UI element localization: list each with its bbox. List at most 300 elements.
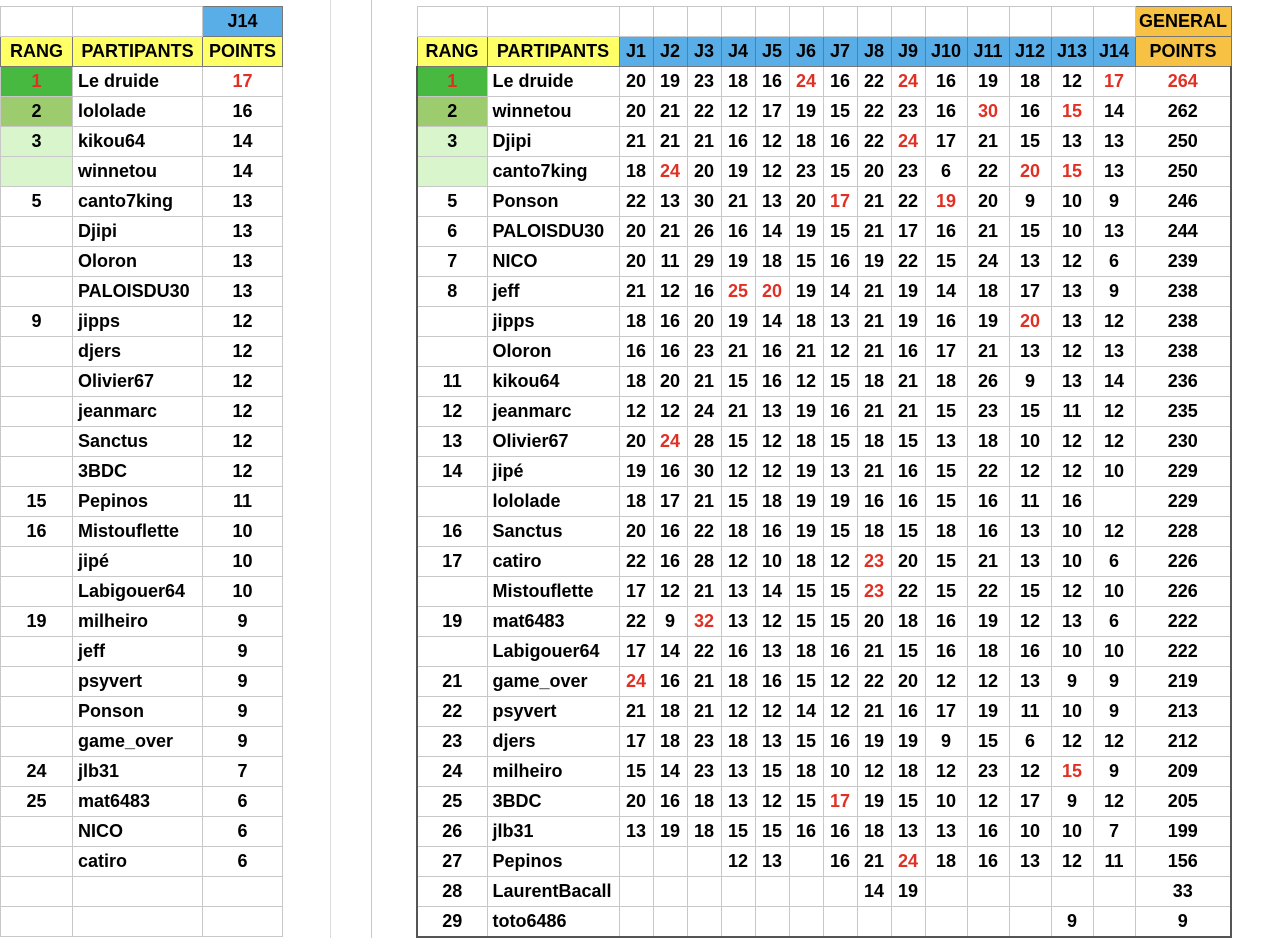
round-header: J6: [789, 37, 823, 67]
round-score-cell: 12: [755, 787, 789, 817]
round-score-cell: 12: [967, 787, 1009, 817]
round-score-cell: 23: [857, 577, 891, 607]
blank-cell: [73, 877, 203, 907]
table-row: [417, 727, 1231, 757]
total-points-cell: 222: [1135, 637, 1231, 667]
round-score-cell: 16: [755, 517, 789, 547]
round-score-cell: 22: [687, 637, 721, 667]
total-points-cell: 9: [1135, 907, 1231, 938]
round-score-cell: 17: [1009, 277, 1051, 307]
total-points-cell: 209: [1135, 757, 1231, 787]
round-score-cell: 13: [1009, 337, 1051, 367]
table-row: [417, 67, 1231, 97]
round-score-cell: 22: [619, 187, 653, 217]
round-score-cell: 12: [1051, 67, 1093, 97]
round-score-cell: 16: [925, 97, 967, 127]
round-score-cell: 12: [789, 367, 823, 397]
round-score-cell: 22: [619, 607, 653, 637]
round-score-cell: 23: [687, 67, 721, 97]
round-ranking-table: [0, 6, 283, 937]
rank-cell: 1: [417, 67, 487, 97]
round-score-cell: 18: [789, 637, 823, 667]
points-cell: 14: [203, 157, 283, 187]
table-row: [417, 427, 1231, 457]
empty-row: [1, 907, 283, 937]
general-label-row: [417, 7, 1231, 37]
table-row: [1, 517, 283, 547]
round-score-cell: 13: [1051, 127, 1093, 157]
round-score-cell: 14: [823, 277, 857, 307]
round-score-cell: 16: [823, 637, 857, 667]
round-score-cell: [619, 847, 653, 877]
round-score-cell: 19: [857, 247, 891, 277]
blank-cell: [1, 7, 73, 37]
round-score-cell: [789, 907, 823, 938]
table-row: [1, 157, 283, 187]
rank-cell: 16: [417, 517, 487, 547]
round-header: J10: [925, 37, 967, 67]
round-score-cell: 9: [1051, 667, 1093, 697]
round-header: J5: [755, 37, 789, 67]
round-score-cell: 21: [857, 847, 891, 877]
round-score-cell: 10: [1093, 577, 1135, 607]
participant-name: Sanctus: [487, 517, 619, 547]
blank-cell: [73, 907, 203, 937]
round-score-cell: 18: [619, 487, 653, 517]
round-score-cell: 22: [619, 547, 653, 577]
total-points-cell: 250: [1135, 127, 1231, 157]
round-score-cell: 19: [721, 307, 755, 337]
total-points-cell: 213: [1135, 697, 1231, 727]
participant-name: NICO: [487, 247, 619, 277]
round-score-cell: 12: [1051, 427, 1093, 457]
round-score-cell: 15: [823, 577, 857, 607]
round-score-cell: 12: [823, 547, 857, 577]
round-score-cell: 10: [1051, 517, 1093, 547]
participant-name: game_over: [487, 667, 619, 697]
round-score-cell: 16: [1051, 487, 1093, 517]
points-cell: 9: [203, 727, 283, 757]
round-score-cell: 15: [967, 727, 1009, 757]
round-score-cell: 18: [721, 667, 755, 697]
round-score-cell: [755, 877, 789, 907]
table-row: [417, 547, 1231, 577]
round-score-cell: [653, 877, 687, 907]
round-score-cell: 19: [789, 217, 823, 247]
participant-name: Le druide: [73, 67, 203, 97]
round-score-cell: 11: [1093, 847, 1135, 877]
round-score-cell: 21: [967, 337, 1009, 367]
round-score-cell: 18: [619, 307, 653, 337]
table-row: [417, 607, 1231, 637]
round-score-cell: 19: [857, 787, 891, 817]
round-score-cell: 23: [891, 157, 925, 187]
round-score-cell: 19: [925, 187, 967, 217]
round-score-cell: 19: [653, 817, 687, 847]
round-score-cell: 18: [925, 367, 967, 397]
participant-name: 3BDC: [73, 457, 203, 487]
round-score-cell: 19: [721, 157, 755, 187]
table-row: [1, 577, 283, 607]
participant-name: game_over: [73, 727, 203, 757]
total-points-cell: 250: [1135, 157, 1231, 187]
round-score-cell: 22: [891, 247, 925, 277]
empty-row: [1, 877, 283, 907]
round-score-cell: 18: [1009, 67, 1051, 97]
round-score-cell: 15: [823, 517, 857, 547]
column-header: RANG: [417, 37, 487, 67]
round-score-cell: [687, 847, 721, 877]
round-score-cell: 12: [1093, 307, 1135, 337]
participant-name: jipps: [487, 307, 619, 337]
participant-name: Olivier67: [73, 367, 203, 397]
round-score-cell: 13: [721, 577, 755, 607]
table-row: [1, 127, 283, 157]
round-score-cell: 14: [755, 577, 789, 607]
table-row: [417, 577, 1231, 607]
participant-name: Mistouflette: [73, 517, 203, 547]
round-score-cell: 15: [1051, 757, 1093, 787]
round-score-cell: 12: [755, 157, 789, 187]
round-score-cell: 18: [857, 367, 891, 397]
round-score-cell: 24: [891, 127, 925, 157]
round-score-cell: 10: [823, 757, 857, 787]
points-cell: 10: [203, 577, 283, 607]
round-score-cell: 12: [755, 607, 789, 637]
round-header: J8: [857, 37, 891, 67]
rank-cell: [1, 157, 73, 187]
table-row: [1, 217, 283, 247]
round-score-cell: 16: [721, 637, 755, 667]
round-score-cell: 19: [891, 277, 925, 307]
round-score-cell: 12: [857, 757, 891, 787]
round-score-cell: 13: [1051, 307, 1093, 337]
rank-cell: [1, 727, 73, 757]
round-score-cell: 19: [789, 277, 823, 307]
round-score-cell: [1093, 487, 1135, 517]
total-points-cell: 236: [1135, 367, 1231, 397]
points-cell: 14: [203, 127, 283, 157]
round-score-cell: 16: [967, 487, 1009, 517]
round-score-cell: 16: [653, 547, 687, 577]
round-score-cell: 25: [721, 277, 755, 307]
participant-name: Labigouer64: [487, 637, 619, 667]
total-points-cell: 156: [1135, 847, 1231, 877]
round-score-cell: 18: [619, 157, 653, 187]
table-row: [417, 397, 1231, 427]
rank-cell: 9: [1, 307, 73, 337]
round-score-cell: 15: [823, 97, 857, 127]
table-row: [1, 67, 283, 97]
rank-cell: [1, 847, 73, 877]
rank-cell: [1, 817, 73, 847]
round-score-cell: 16: [823, 847, 857, 877]
round-score-cell: 17: [925, 127, 967, 157]
round-score-cell: 21: [721, 337, 755, 367]
round-score-cell: 19: [789, 97, 823, 127]
round-score-cell: 23: [687, 757, 721, 787]
round-score-cell: [653, 907, 687, 938]
table-row: [1, 487, 283, 517]
round-score-cell: [967, 907, 1009, 938]
points-cell: 12: [203, 337, 283, 367]
round-score-cell: 13: [823, 307, 857, 337]
round-score-cell: 18: [619, 367, 653, 397]
participant-name: mat6483: [73, 787, 203, 817]
table-row: [417, 667, 1231, 697]
participant-name: psyvert: [73, 667, 203, 697]
round-score-cell: 18: [857, 517, 891, 547]
round-score-cell: 11: [1051, 397, 1093, 427]
round-score-cell: 15: [1009, 397, 1051, 427]
round-score-cell: 18: [857, 817, 891, 847]
round-score-cell: 13: [891, 817, 925, 847]
round-score-cell: 22: [857, 127, 891, 157]
rank-cell: [1, 247, 73, 277]
round-score-cell: 21: [721, 187, 755, 217]
round-score-cell: 16: [721, 127, 755, 157]
total-points-cell: 212: [1135, 727, 1231, 757]
round-score-cell: 23: [967, 397, 1009, 427]
table-row: [417, 487, 1231, 517]
round-score-cell: 13: [1009, 667, 1051, 697]
points-cell: 11: [203, 487, 283, 517]
round-score-cell: [687, 907, 721, 938]
rank-cell: [417, 157, 487, 187]
round-score-cell: 16: [653, 517, 687, 547]
round-score-cell: 15: [925, 547, 967, 577]
round-score-cell: 24: [653, 157, 687, 187]
participant-name: Ponson: [73, 697, 203, 727]
round-score-cell: 16: [823, 67, 857, 97]
round-score-cell: 13: [721, 607, 755, 637]
total-points-cell: 205: [1135, 787, 1231, 817]
round-score-cell: 17: [619, 577, 653, 607]
participant-name: Djipi: [487, 127, 619, 157]
table-row: [417, 877, 1231, 907]
round-score-cell: 16: [891, 697, 925, 727]
round-score-cell: 15: [789, 727, 823, 757]
table-row: [417, 817, 1231, 847]
round-score-cell: 13: [1051, 607, 1093, 637]
round-score-cell: 15: [925, 247, 967, 277]
round-score-cell: 11: [1009, 697, 1051, 727]
round-score-cell: 12: [755, 127, 789, 157]
participant-name: jeanmarc: [73, 397, 203, 427]
round-score-cell: 30: [687, 457, 721, 487]
participant-name: jipé: [73, 547, 203, 577]
round-score-cell: 12: [1009, 457, 1051, 487]
round-score-cell: 12: [1051, 457, 1093, 487]
participant-name: Ponson: [487, 187, 619, 217]
round-score-cell: 21: [721, 397, 755, 427]
table-row: [417, 217, 1231, 247]
round-score-cell: 20: [891, 667, 925, 697]
round-score-cell: 18: [721, 727, 755, 757]
points-cell: 10: [203, 517, 283, 547]
round-score-cell: 19: [653, 67, 687, 97]
round-score-cell: 13: [721, 787, 755, 817]
table-row: [417, 787, 1231, 817]
total-points-cell: 229: [1135, 457, 1231, 487]
round-score-cell: 28: [687, 427, 721, 457]
round-score-cell: 20: [891, 547, 925, 577]
round-score-cell: 17: [1093, 67, 1135, 97]
blank-cell: [203, 877, 283, 907]
round-score-cell: 13: [823, 457, 857, 487]
round-score-cell: 30: [687, 187, 721, 217]
round-score-cell: 15: [925, 457, 967, 487]
round-score-cell: 15: [721, 817, 755, 847]
rank-cell: [417, 637, 487, 667]
points-cell: 6: [203, 847, 283, 877]
round-score-cell: 19: [721, 247, 755, 277]
rank-cell: 22: [417, 697, 487, 727]
round-score-cell: 16: [653, 307, 687, 337]
total-points-cell: 230: [1135, 427, 1231, 457]
round-score-cell: [721, 907, 755, 938]
round-score-cell: 23: [857, 547, 891, 577]
total-points-cell: 219: [1135, 667, 1231, 697]
round-score-cell: 18: [721, 67, 755, 97]
round-score-cell: 19: [789, 457, 823, 487]
round-score-cell: 22: [857, 67, 891, 97]
table-row: [1, 337, 283, 367]
round-score-cell: 21: [857, 397, 891, 427]
round-score-cell: 24: [967, 247, 1009, 277]
round-score-cell: 21: [687, 367, 721, 397]
points-cell: 7: [203, 757, 283, 787]
round-score-cell: 19: [967, 697, 1009, 727]
round-score-cell: 10: [1051, 547, 1093, 577]
round-score-cell: 12: [1093, 787, 1135, 817]
round-score-cell: 23: [891, 97, 925, 127]
round-score-cell: 21: [653, 127, 687, 157]
round-score-cell: 15: [925, 577, 967, 607]
round-score-cell: [857, 907, 891, 938]
round-score-cell: 16: [925, 67, 967, 97]
round-score-cell: 19: [967, 607, 1009, 637]
round-score-cell: 12: [1093, 517, 1135, 547]
round-score-cell: 30: [967, 97, 1009, 127]
round-score-cell: 18: [967, 637, 1009, 667]
table-row: [1, 757, 283, 787]
blank-cell: [721, 7, 755, 37]
rank-cell: [417, 487, 487, 517]
table-row: [1, 187, 283, 217]
round-score-cell: 28: [687, 547, 721, 577]
blank-cell: [203, 907, 283, 937]
participant-name: 3BDC: [487, 787, 619, 817]
round-score-cell: 24: [891, 847, 925, 877]
round-score-cell: 16: [823, 247, 857, 277]
rank-cell: [417, 307, 487, 337]
participant-name: Sanctus: [73, 427, 203, 457]
round-score-cell: 17: [823, 787, 857, 817]
round-score-cell: 19: [823, 487, 857, 517]
round-score-cell: 15: [1009, 217, 1051, 247]
blank-cell: [967, 7, 1009, 37]
round-score-cell: 12: [1051, 727, 1093, 757]
points-cell: 16: [203, 97, 283, 127]
round-score-cell: 9: [1051, 907, 1093, 938]
round-header: J12: [1009, 37, 1051, 67]
round-score-cell: 9: [1093, 277, 1135, 307]
round-score-cell: 21: [619, 697, 653, 727]
points-cell: 9: [203, 637, 283, 667]
participant-name: Le druide: [487, 67, 619, 97]
round-score-cell: 15: [789, 607, 823, 637]
participant-name: jeff: [487, 277, 619, 307]
rank-cell: 17: [417, 547, 487, 577]
round-score-cell: 16: [967, 817, 1009, 847]
column-gridline: [371, 0, 372, 938]
round-score-cell: 22: [967, 157, 1009, 187]
round-score-cell: 16: [823, 397, 857, 427]
round-score-cell: 12: [1093, 397, 1135, 427]
round-score-cell: 20: [619, 787, 653, 817]
round-score-cell: 15: [721, 487, 755, 517]
blank-cell: [823, 7, 857, 37]
round-score-cell: 22: [687, 517, 721, 547]
round-label: J14: [203, 7, 283, 37]
round-score-cell: [755, 907, 789, 938]
round-score-cell: 15: [1009, 127, 1051, 157]
round-score-cell: [925, 907, 967, 938]
round-score-cell: 12: [1051, 247, 1093, 277]
round-score-cell: 19: [891, 727, 925, 757]
column-header: POINTS: [203, 37, 283, 67]
round-score-cell: 16: [789, 817, 823, 847]
round-score-cell: 9: [1093, 757, 1135, 787]
participant-name: Mistouflette: [487, 577, 619, 607]
round-score-cell: 21: [891, 367, 925, 397]
round-score-cell: 16: [653, 457, 687, 487]
round-score-cell: 10: [925, 787, 967, 817]
round-score-cell: 29: [687, 247, 721, 277]
round-score-cell: 12: [823, 337, 857, 367]
blank-cell: [619, 7, 653, 37]
round-score-cell: 12: [721, 457, 755, 487]
total-points-cell: 239: [1135, 247, 1231, 277]
blank-cell: [1093, 7, 1135, 37]
points-cell: 12: [203, 307, 283, 337]
total-points-cell: 33: [1135, 877, 1231, 907]
round-score-cell: 15: [789, 667, 823, 697]
round-score-cell: 12: [1009, 757, 1051, 787]
round-score-cell: 17: [1009, 787, 1051, 817]
participant-name: LaurentBacall: [487, 877, 619, 907]
round-score-cell: 15: [619, 757, 653, 787]
round-score-cell: 17: [619, 727, 653, 757]
round-score-cell: 32: [687, 607, 721, 637]
round-score-cell: 12: [823, 667, 857, 697]
table-row: [417, 847, 1231, 877]
column-header: POINTS: [1135, 37, 1231, 67]
blank-cell: [891, 7, 925, 37]
round-score-cell: 14: [925, 277, 967, 307]
participant-name: Pepinos: [73, 487, 203, 517]
table-row: [1, 247, 283, 277]
round-score-cell: 13: [721, 757, 755, 787]
round-score-cell: 14: [653, 757, 687, 787]
rank-cell: [417, 337, 487, 367]
round-score-cell: 16: [967, 517, 1009, 547]
round-score-cell: 15: [755, 757, 789, 787]
round-score-cell: 20: [1009, 157, 1051, 187]
rank-cell: 27: [417, 847, 487, 877]
rank-cell: 26: [417, 817, 487, 847]
